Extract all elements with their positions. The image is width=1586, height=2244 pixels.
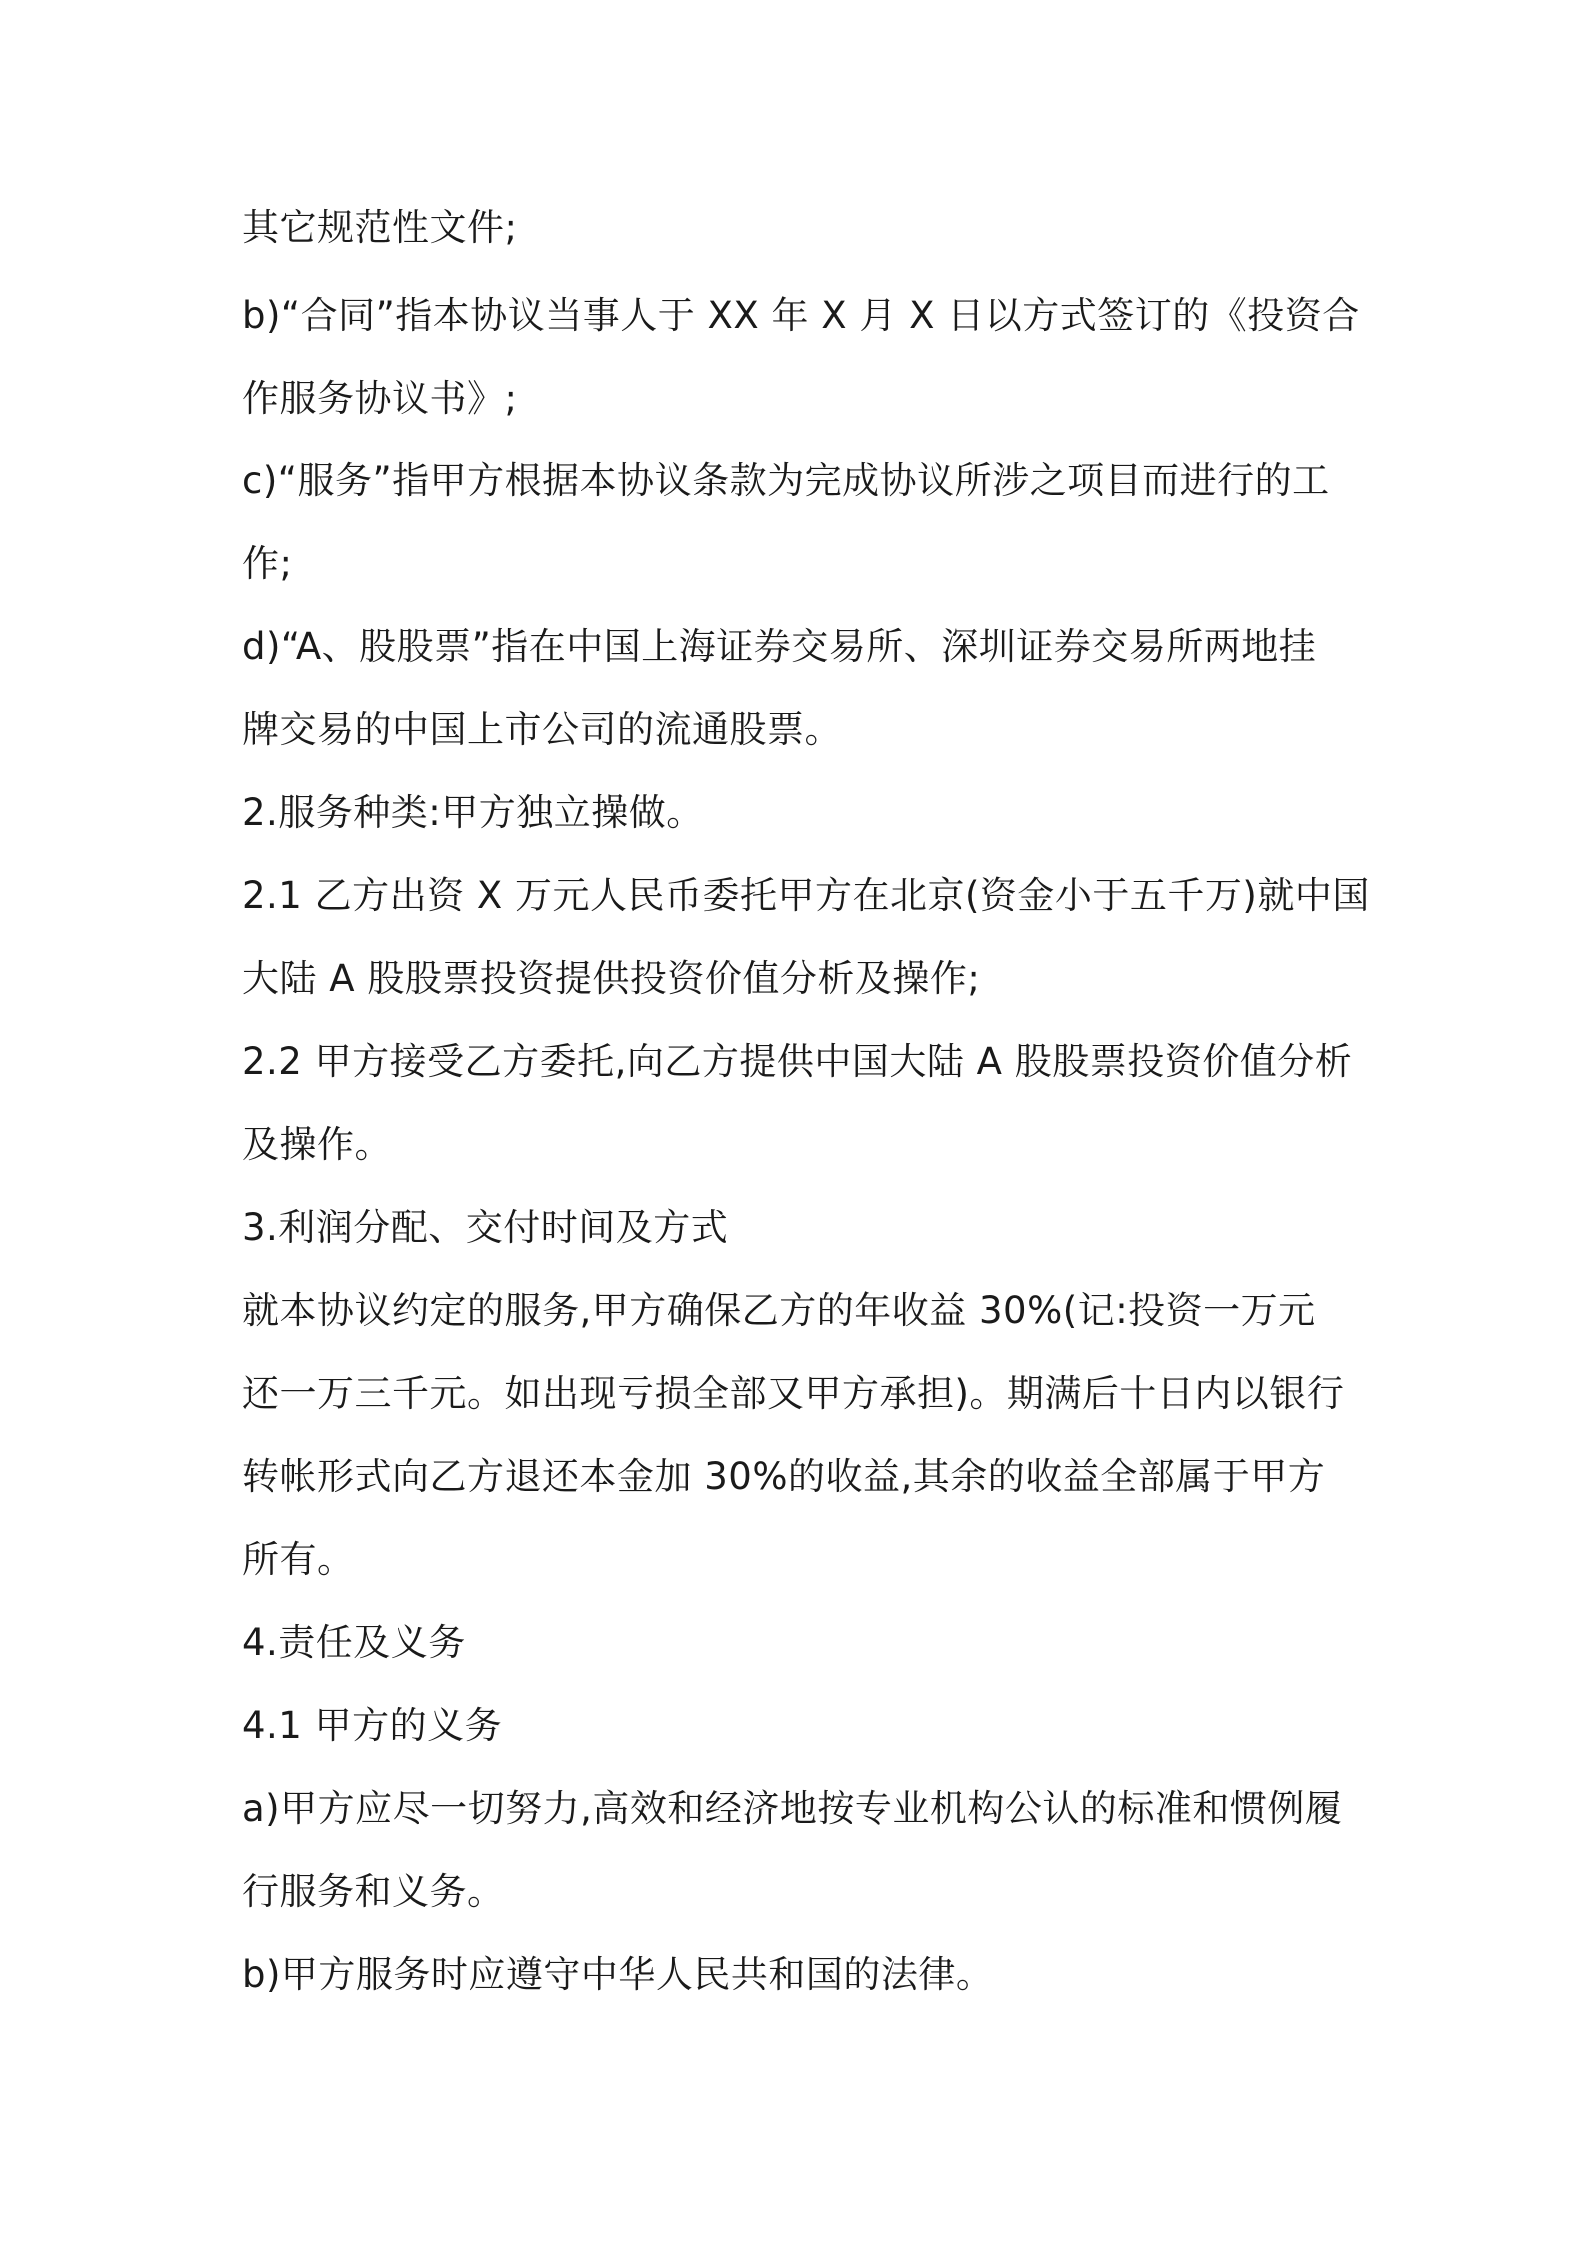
text-line: 2.2 甲方接受乙方委托,向乙方提供中国大陆 A 股股票投资价值分析 — [242, 1040, 1353, 1083]
text-line: 2.1 乙方出资 X 万元人民币委托甲方在北京(资金小于五千万)就中国 — [242, 874, 1370, 917]
subsection-heading: 4.1 甲方的义务 — [242, 1704, 503, 1747]
text-line: 作服务协议书》; — [242, 377, 518, 420]
text-line: 还一万三千元。如出现亏损全部又甲方承担)。期满后十日内以银行 — [242, 1372, 1345, 1415]
text-line: 行服务和义务。 — [242, 1870, 505, 1913]
text-line: 作; — [242, 542, 293, 585]
text-line: 转帐形式向乙方退还本金加 30%的收益,其余的收益全部属于甲方 — [242, 1455, 1326, 1498]
text-line: b)甲方服务时应遵守中华人民共和国的法律。 — [242, 1953, 994, 1996]
text-line: c)“服务”指甲方根据本协议条款为完成协议所涉之项目而进行的工 — [242, 459, 1330, 502]
text-line: 大陆 A 股股票投资提供投资价值分析及操作; — [242, 957, 981, 1000]
section-heading: 2.服务种类:甲方独立操做。 — [242, 791, 704, 834]
text-line: b)“合同”指本协议当事人于 XX 年 X 月 X 日以方式签订的《投资合 — [242, 294, 1360, 337]
text-line: 其它规范性文件; — [242, 206, 518, 249]
text-line: 牌交易的中国上市公司的流通股票。 — [242, 708, 842, 751]
section-heading: 4.责任及义务 — [242, 1621, 466, 1664]
text-line: d)“A、股股票”指在中国上海证券交易所、深圳证券交易所两地挂 — [242, 625, 1317, 668]
text-line: 及操作。 — [242, 1123, 392, 1166]
text-line: 所有。 — [242, 1538, 355, 1581]
text-line: 就本协议约定的服务,甲方确保乙方的年收益 30%(记:投资一万元 — [242, 1289, 1316, 1332]
text-line: a)甲方应尽一切努力,高效和经济地按专业机构公认的标准和惯例履 — [242, 1787, 1343, 1830]
section-heading: 3.利润分配、交付时间及方式 — [242, 1206, 729, 1249]
